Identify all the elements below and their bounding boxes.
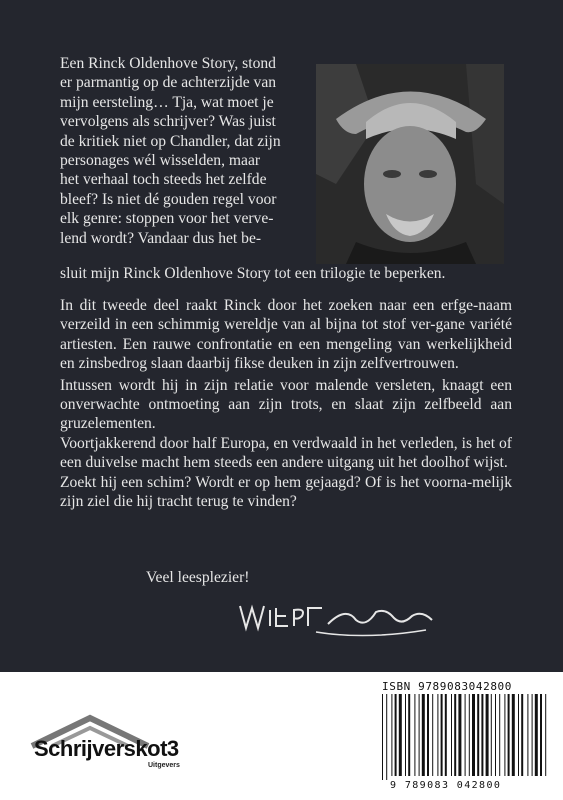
closing-line: Veel leesplezier! xyxy=(146,569,250,586)
intro-line: de kritiek niet op Chandler, dat zijn xyxy=(60,132,281,150)
intro-tail: sluit mijn Rinck Oldenhove Story tot een trilogie te beperken. xyxy=(60,265,446,282)
intro-line: personages wél wisselden, maar xyxy=(60,152,261,170)
publisher-name: Schrijverskot3 xyxy=(34,736,179,761)
intro-line: vervolgens als schrijver? Was juist xyxy=(60,113,276,131)
intro-line: elk genre: stoppen voor het verve- xyxy=(60,210,274,228)
intro-line: bleef? Is niet dé gouden regel voor xyxy=(60,190,277,208)
blurb-paragraph: Voortjakkerend door half Europa, en verdwaald in het verleden, is het of een duivelse macht hem steeds een andere uitgang uit het doolhof wijst. xyxy=(60,434,512,472)
author-signature xyxy=(236,598,436,642)
blurb-paragraph: In dit tweede deel raakt Rinck door het zoeken naar een erfge-naam verzeild in een schimmig wereldje van al bijna tot stof ver-gane variété artiesten. Een rauwe confrontatie en een mengeling van werkelijkheid en zinsbedrog slaan daarbij fikse deuken in zijn zelfvertrouwen. xyxy=(60,297,512,373)
isbn-label: ISBN 9789083042800 xyxy=(382,680,513,693)
blurb-paragraph: Zoekt hij een schim? Wordt er op hem gejaagd? Of is het voorna-melijk zijn ziel die hij tracht terug te vinden? xyxy=(60,473,512,511)
intro-line: mijn eersteling… Tja, wat moet je xyxy=(60,93,274,111)
intro-line: het verhaal toch steeds het zelfde xyxy=(60,171,267,189)
blurb-paragraph: Intussen wordt hij in zijn relatie voor malende versleten, knaagt een onverwachte ontmoeting aan zijn trots, en slaat zijn zelfbeeld aan gruzelementen. xyxy=(60,376,512,433)
publisher-subtitle: Uitgevers xyxy=(148,762,180,769)
intro-line: lend wordt? Vandaar dus het be- xyxy=(60,229,262,247)
intro-line: er parmantig op de achterzijde van xyxy=(60,74,277,92)
barcode xyxy=(370,680,555,796)
barcode-digits: 9 789083 042800 xyxy=(390,780,502,791)
intro-text xyxy=(60,54,310,248)
intro-line: Een Rinck Oldenhove Story, stond xyxy=(60,55,276,72)
author-photo xyxy=(316,64,504,264)
publisher-logo xyxy=(26,712,226,782)
blurb-text xyxy=(60,296,512,511)
barcode-bars xyxy=(378,694,553,784)
